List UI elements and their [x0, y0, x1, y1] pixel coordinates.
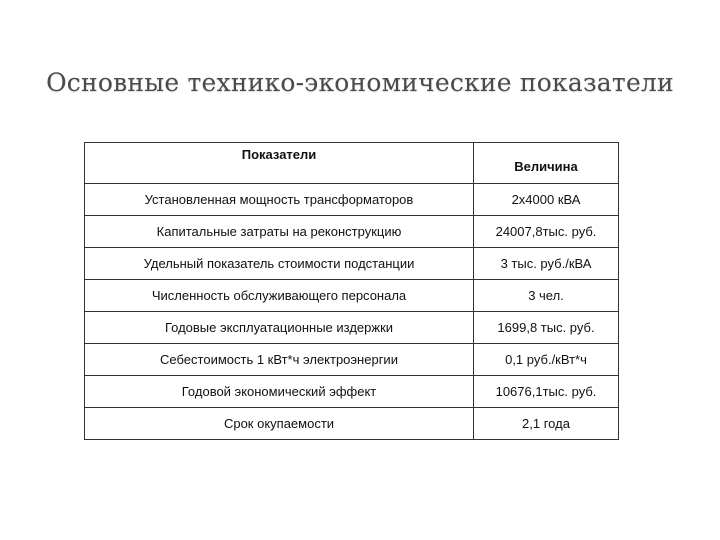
row-value: 3 чел. — [474, 280, 619, 312]
row-value: 0,1 руб./кВт*ч — [474, 344, 619, 376]
table-row — [85, 376, 619, 408]
table-row — [85, 344, 619, 376]
row-label: Капитальные затраты на реконструкцию — [85, 216, 474, 248]
row-label: Годовой экономический эффект — [85, 376, 474, 408]
table-row — [85, 184, 619, 216]
row-label: Численность обслуживающего персонала — [85, 280, 474, 312]
indicators-table — [84, 142, 619, 440]
table-row — [85, 216, 619, 248]
row-value: 10676,1тыс. руб. — [474, 376, 619, 408]
table-header-row — [85, 143, 619, 184]
row-label: Установленная мощность трансформаторов — [85, 184, 474, 216]
table-row — [85, 248, 619, 280]
row-label: Годовые эксплуатационные издержки — [85, 312, 474, 344]
row-value: 2,1 года — [474, 408, 619, 440]
row-value: 3 тыс. руб./кВА — [474, 248, 619, 280]
row-label: Срок окупаемости — [85, 408, 474, 440]
table-row — [85, 408, 619, 440]
row-value: 2х4000 кВА — [474, 184, 619, 216]
row-label: Удельный показатель стоимости подстанции — [85, 248, 474, 280]
row-value: 1699,8 тыс. руб. — [474, 312, 619, 344]
row-value: 24007,8тыс. руб. — [474, 216, 619, 248]
header-value: Величина — [474, 143, 619, 184]
table-row — [85, 280, 619, 312]
page-title: Основные технико-экономические показатели — [46, 68, 674, 97]
header-indicators: Показатели — [85, 143, 474, 184]
row-label: Себестоимость 1 кВт*ч электроэнергии — [85, 344, 474, 376]
table-row — [85, 312, 619, 344]
